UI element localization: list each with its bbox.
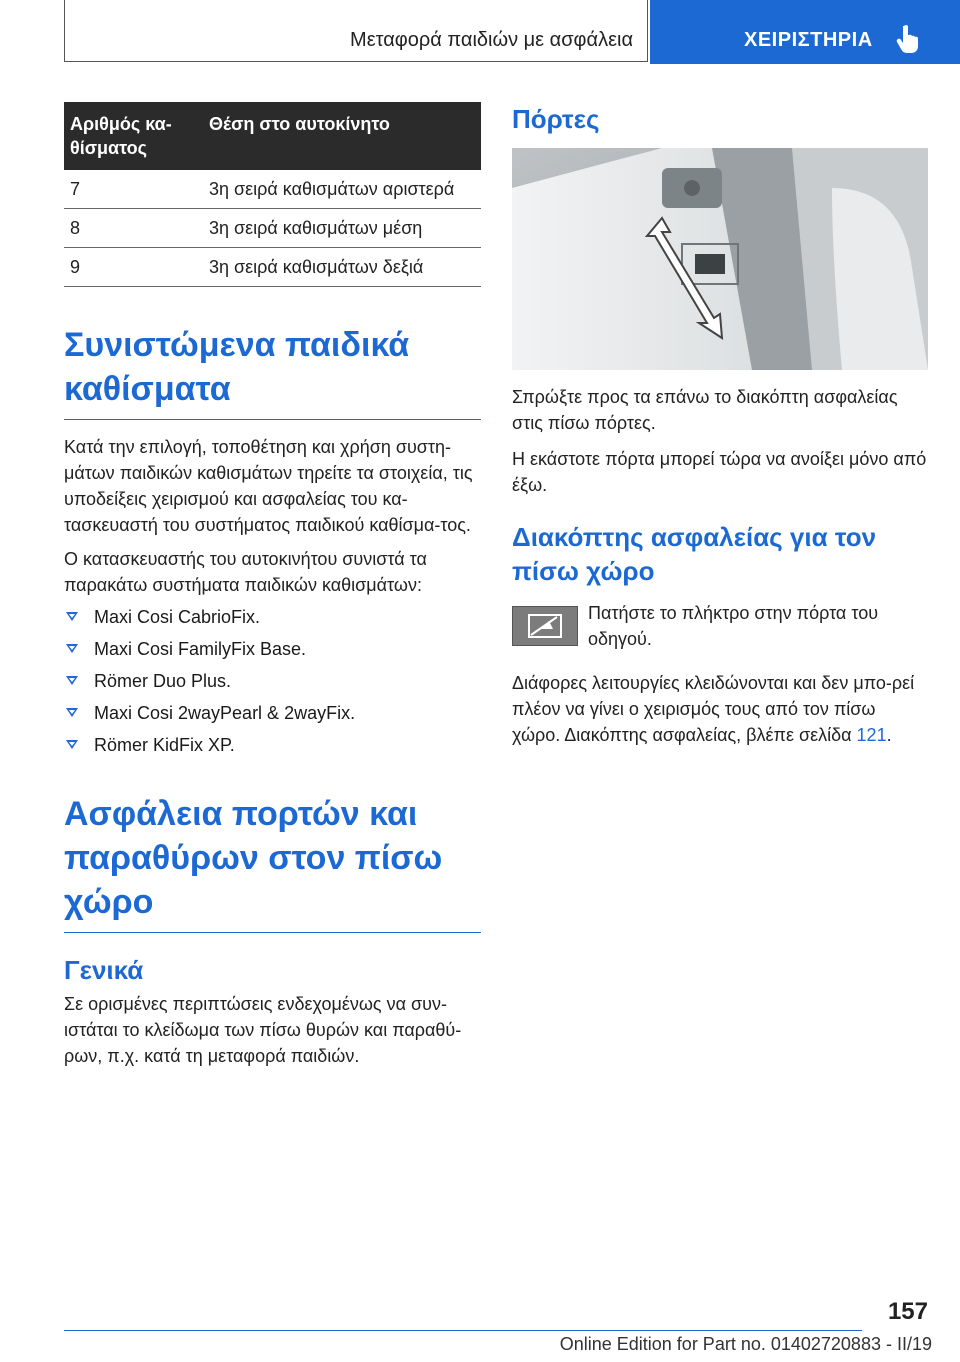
table-header-seat-number — [64, 102, 203, 170]
doors-paragraph-2: Η εκάστοτε πόρτα μπορεί τώρα να ανοίξει μόνο από έξω. — [512, 449, 927, 495]
header-title: Μεταφορά παιδιών με ασφάλεια — [350, 29, 633, 51]
doors-paragraph-1: Σπρώξτε προς τα επάνω το διακόπτη ασφαλείας στις πίσω πόρτες. — [512, 387, 898, 433]
table-row — [64, 170, 481, 209]
seat-position-table — [64, 102, 481, 287]
page-reference-link[interactable]: 121 — [856, 725, 887, 745]
recommended-paragraph-1: Κατά την επιλογή, τοποθέτηση και χρήση συστη-μάτων παιδικών καθισμάτων τηρείτε τα στοιχεία, τις υποδείξεις χειρισμού και ασφαλείας του κα-τασκευαστή του συστήματος παιδικού καθίσμα-τος. — [64, 437, 473, 535]
door-child-lock-image — [512, 148, 928, 370]
header-title-box — [64, 0, 648, 62]
table-cell: 3η σειρά καθισμάτων δεξιά — [203, 248, 481, 287]
general-paragraph: Σε ορισμένες περιπτώσεις ενδεχομένως να συν-ιστάται το κλείδωμα των πίσω θυρών και παραθύ-ρων, π.χ. κατά τη μεταφορά παιδιών. — [64, 994, 462, 1066]
list-item-text: Römer KidFix XP. — [94, 735, 235, 755]
rear-switch-paragraph — [512, 670, 928, 748]
door-safety-heading: Ασφάλεια πορτών και παραθύρων στον πίσω χώρο — [64, 792, 481, 933]
table-row — [64, 248, 481, 287]
triangle-bullet-icon — [66, 612, 78, 621]
header-section-label: ΧΕΙΡΙΣΤΗΡΙΑ — [744, 29, 873, 51]
header-section-tab — [650, 0, 960, 64]
list-item-text: Maxi Cosi 2wayPearl & 2wayFix. — [94, 703, 356, 723]
list-item — [64, 668, 481, 694]
rear-switch-text: Διάφορες λειτουργίες κλειδώνονται και δεν μπο-ρεί πλέον να γίνει ο χειρισμός τους από τον πίσω χώρο. Διακόπτης ασφαλείας, βλέπε σελίδα — [512, 673, 915, 745]
table-cell: 3η σειρά καθισμάτων μέση — [203, 209, 481, 248]
rear-switch-text-end: . — [886, 725, 892, 745]
triangle-bullet-icon — [66, 676, 78, 685]
recommended-paragraph-2: Ο κατασκευαστής του αυτοκινήτου συνιστά τα παρακάτω συστήματα παιδικών καθισμάτων: — [64, 549, 427, 595]
footer-edition: Online Edition for Part no. 01402720883 - II/19 — [559, 1334, 932, 1354]
footer-divider — [64, 1330, 862, 1331]
header-seat-number-line1: Αριθμός κα- — [70, 114, 172, 134]
header-seat-number-line2: θίσματος — [70, 138, 148, 158]
right-column — [512, 102, 928, 748]
list-item — [64, 732, 481, 758]
hand-pointer-icon — [894, 24, 922, 54]
triangle-bullet-icon — [66, 708, 78, 717]
rear-switch-button-text: Πατήστε το πλήκτρο στην πόρτα του οδηγού. — [588, 603, 879, 649]
page-number: 157 — [887, 1298, 928, 1325]
list-item — [64, 700, 481, 726]
left-column — [64, 102, 481, 1069]
list-item-text: Römer Duo Plus. — [94, 671, 232, 691]
triangle-bullet-icon — [66, 740, 78, 749]
page-header — [64, 0, 960, 64]
triangle-bullet-icon — [66, 644, 78, 653]
list-item — [64, 636, 481, 662]
table-header-row — [64, 102, 481, 170]
table-cell: 8 — [64, 209, 203, 248]
rear-switch-instruction — [512, 600, 928, 664]
table-cell: 9 — [64, 248, 203, 287]
table-cell: 7 — [64, 170, 203, 209]
list-item-text: Maxi Cosi CabrioFix. — [94, 607, 261, 627]
rear-switch-heading: Διακόπτης ασφαλείας για τον πίσω χώρο — [512, 522, 877, 586]
table-row — [64, 209, 481, 248]
window-lock-button-icon — [512, 606, 578, 646]
list-item-text: Maxi Cosi FamilyFix Base. — [94, 639, 307, 659]
table-header-position: Θέση στο αυτοκίνητο — [203, 102, 481, 170]
doors-heading: Πόρτες — [512, 104, 600, 134]
table-cell: 3η σειρά καθισμάτων αριστερά — [203, 170, 481, 209]
list-item — [64, 604, 481, 630]
general-heading: Γενικά — [64, 955, 144, 985]
recommended-seats-list — [64, 604, 481, 758]
recommended-seats-heading: Συνιστώμενα παιδικά καθίσματα — [64, 323, 481, 420]
